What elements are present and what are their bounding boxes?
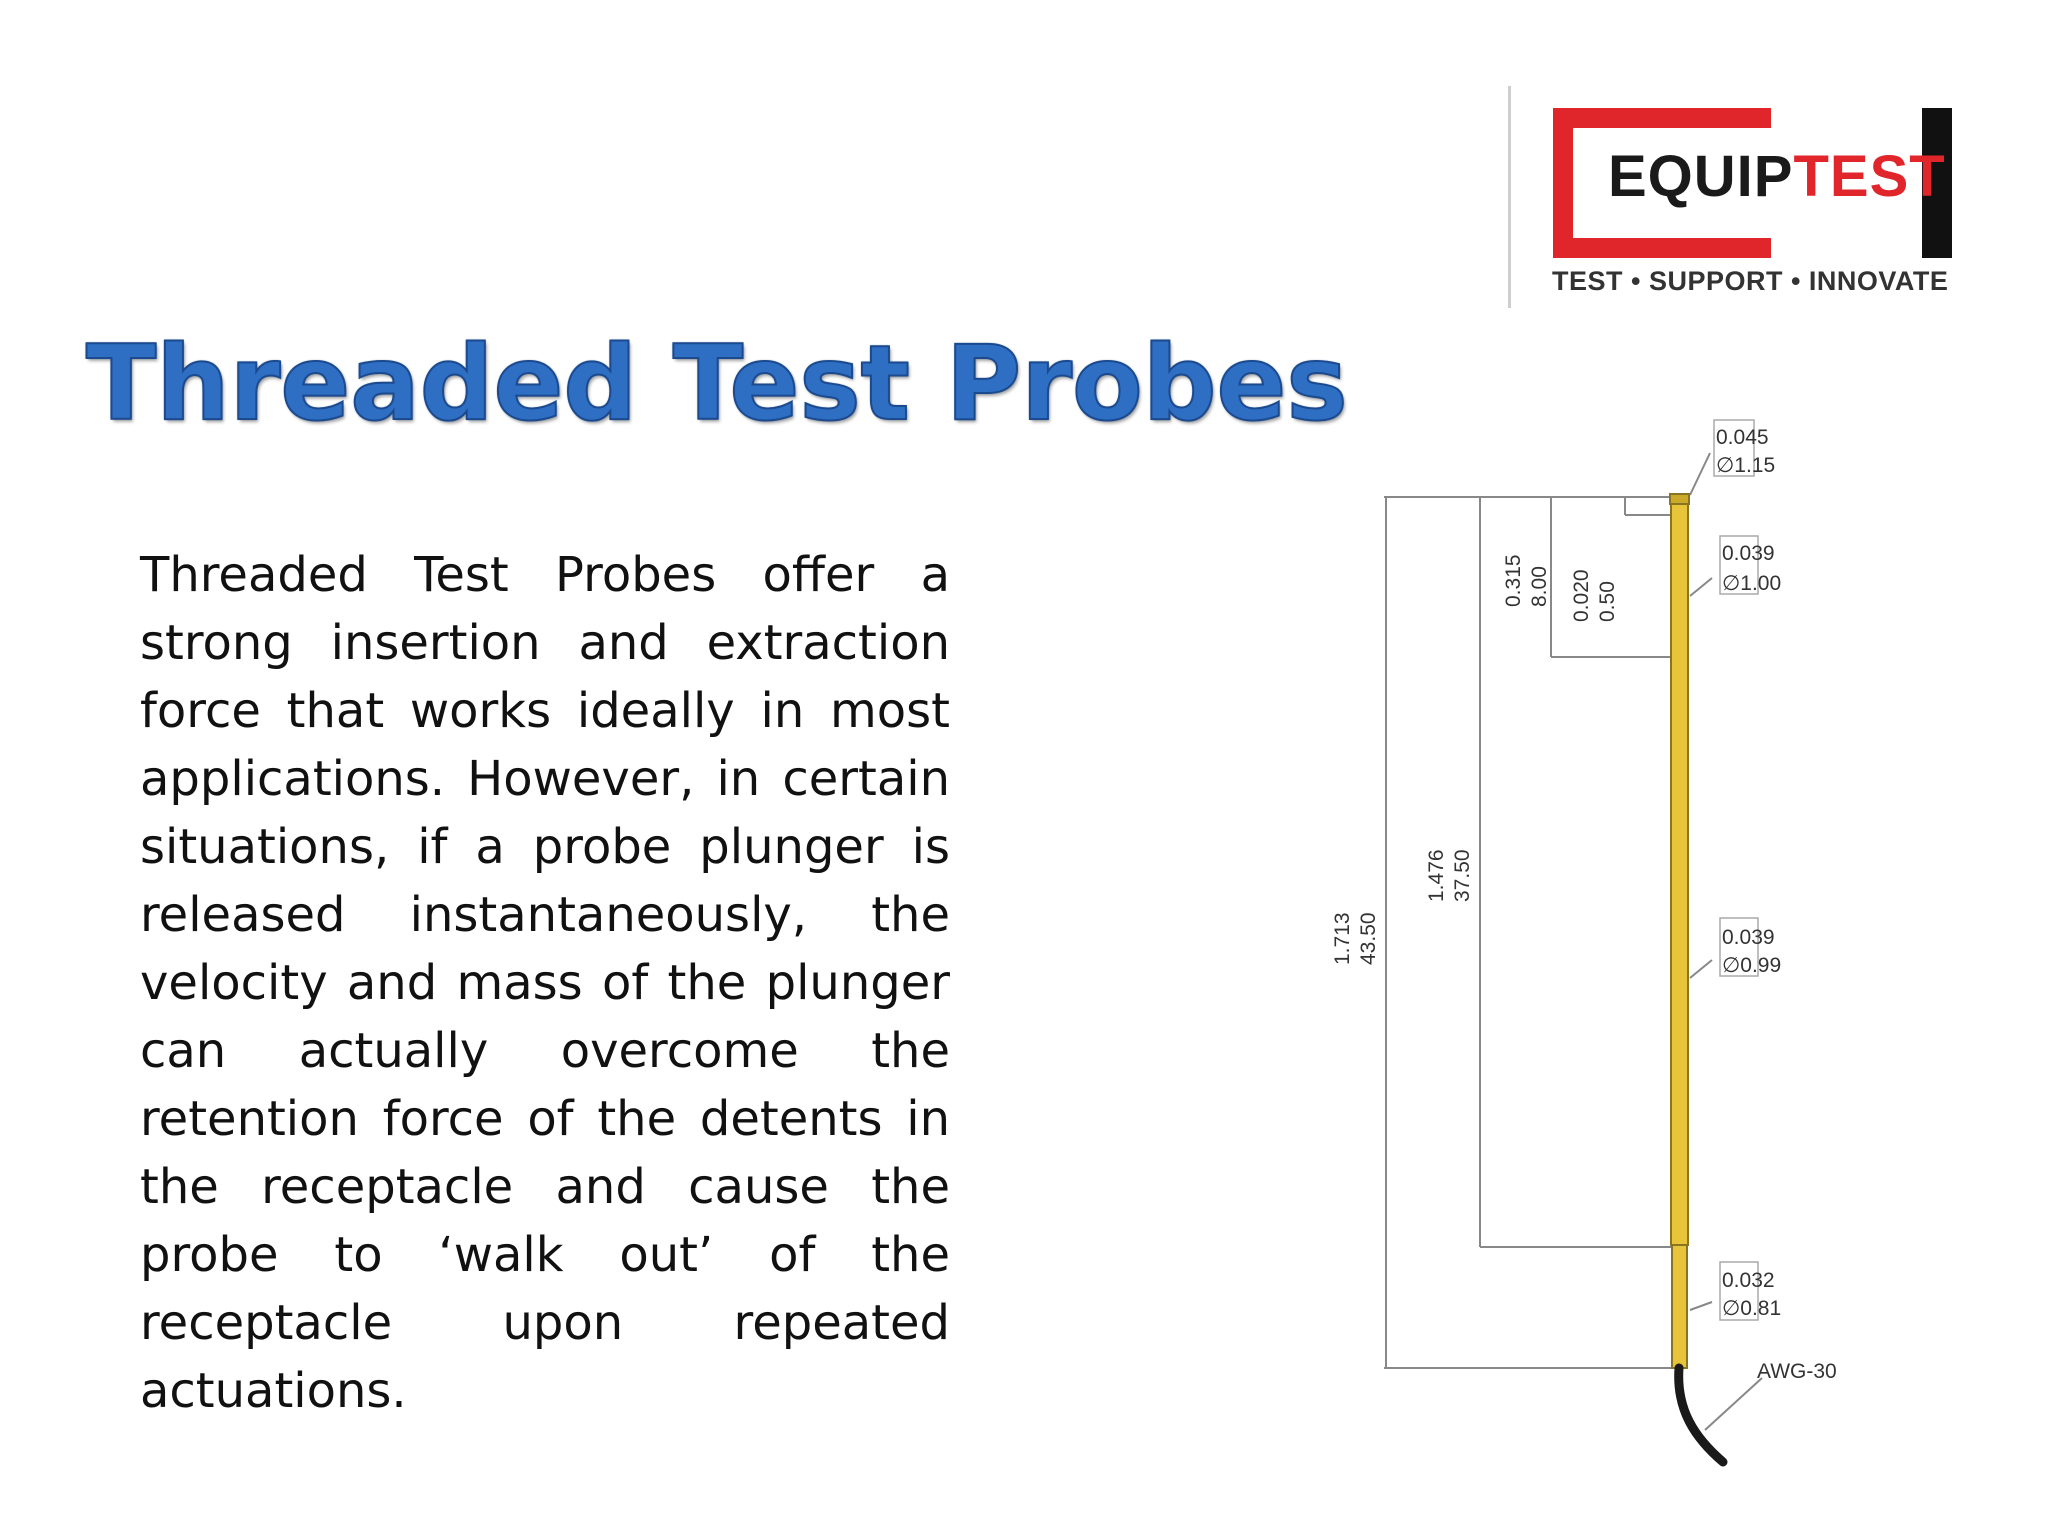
- logo-word-equip: EQUIP: [1608, 144, 1794, 209]
- upper-mm-label: ∅1.00: [1722, 572, 1782, 595]
- wire-gauge-label: AWG-30: [1757, 1360, 1837, 1383]
- len-0315-inch-label: 0.315: [1502, 554, 1525, 607]
- len-0315-mm-label: 8.00: [1528, 566, 1551, 607]
- tip-inch-label: 0.045: [1716, 426, 1769, 449]
- probe-diagram: [1300, 400, 1900, 1480]
- tip-mm-label: ∅1.15: [1716, 454, 1776, 477]
- logo-tagline: TEST • SUPPORT • INNOVATE: [1552, 266, 1949, 296]
- lower-mm-label: ∅0.81: [1722, 1297, 1782, 1320]
- body-paragraph: Threaded Test Probes offer a strong insertion and extraction force that works ideally in most applications. However, in certain situations, if a probe plunger is released instantaneously, the velocity and mass of the plunger can actually overcome the retention force of the detents in the receptacle and cause the probe to ‘walk out’ of the receptacle upon repeated actuations.: [140, 547, 950, 1419]
- len-0020-mm-label: 0.50: [1596, 581, 1619, 622]
- len-1713-mm-label: 43.50: [1357, 912, 1380, 965]
- probe-body: [1670, 494, 1723, 1462]
- logo-divider: [1508, 86, 1511, 308]
- barrel-inch-label: 0.039: [1722, 926, 1775, 949]
- equiptest-logo: [1508, 86, 1988, 308]
- barrel-mm-label: ∅0.99: [1722, 954, 1782, 977]
- dimension-labels: [1331, 420, 1837, 1383]
- upper-inch-label: 0.039: [1722, 542, 1775, 565]
- logo-wordmark: [1608, 144, 1946, 209]
- len-1476-mm-label: 37.50: [1451, 849, 1474, 902]
- len-1713-inch-label: 1.713: [1331, 912, 1354, 965]
- len-0020-inch-label: 0.020: [1570, 569, 1593, 622]
- lower-inch-label: 0.032: [1722, 1269, 1775, 1292]
- logo-word-test: TEST: [1793, 144, 1946, 209]
- len-1476-inch-label: 1.476: [1425, 849, 1448, 902]
- slide-title: Threaded Test Probes: [86, 324, 1348, 444]
